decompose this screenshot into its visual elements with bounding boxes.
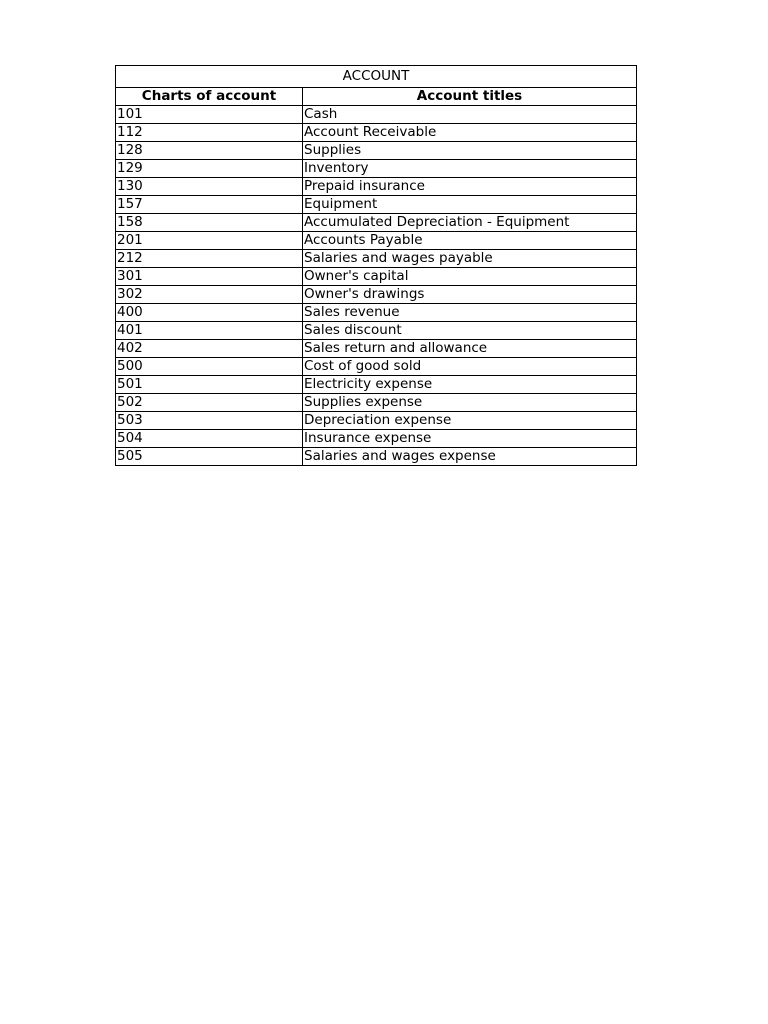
- account-title: Electricity expense: [303, 376, 637, 394]
- table-row: [116, 358, 637, 376]
- account-number: 400: [116, 304, 303, 322]
- table-row: [116, 160, 637, 178]
- account-number: 402: [116, 340, 303, 358]
- account-title: Depreciation expense: [303, 412, 637, 430]
- account-title: Inventory: [303, 160, 637, 178]
- account-number: 201: [116, 232, 303, 250]
- table-row: [116, 430, 637, 448]
- table-row: [116, 124, 637, 142]
- account-title: Insurance expense: [303, 430, 637, 448]
- account-number: 501: [116, 376, 303, 394]
- table-row: [116, 106, 637, 124]
- account-title: Salaries and wages expense: [303, 448, 637, 466]
- account-title: Salaries and wages payable: [303, 250, 637, 268]
- account-title: Sales return and allowance: [303, 340, 637, 358]
- table-row: [116, 286, 637, 304]
- account-number: 505: [116, 448, 303, 466]
- table-row: [116, 142, 637, 160]
- account-number: 130: [116, 178, 303, 196]
- table-row: [116, 448, 637, 466]
- account-number: 128: [116, 142, 303, 160]
- title-row: [116, 66, 637, 88]
- account-number: 301: [116, 268, 303, 286]
- account-title: Account Receivable: [303, 124, 637, 142]
- account-number: 129: [116, 160, 303, 178]
- column-header-titles: Account titles: [303, 88, 637, 106]
- account-number: 302: [116, 286, 303, 304]
- table-row: [116, 178, 637, 196]
- account-number: 500: [116, 358, 303, 376]
- account-sheet: [115, 65, 637, 466]
- table-row: [116, 376, 637, 394]
- account-title: Cash: [303, 106, 637, 124]
- header-row: [116, 88, 637, 106]
- account-title: Accounts Payable: [303, 232, 637, 250]
- account-number: 401: [116, 322, 303, 340]
- account-number: 503: [116, 412, 303, 430]
- table-row: [116, 268, 637, 286]
- table-row: [116, 322, 637, 340]
- column-header-chart: Charts of account: [116, 88, 303, 106]
- account-number: 502: [116, 394, 303, 412]
- table-title: ACCOUNT: [116, 66, 637, 88]
- table-row: [116, 394, 637, 412]
- account-title: Sales revenue: [303, 304, 637, 322]
- account-title: Owner's drawings: [303, 286, 637, 304]
- account-title: Prepaid insurance: [303, 178, 637, 196]
- account-title: Owner's capital: [303, 268, 637, 286]
- account-number: 112: [116, 124, 303, 142]
- account-number: 158: [116, 214, 303, 232]
- account-title: Supplies: [303, 142, 637, 160]
- table-row: [116, 232, 637, 250]
- account-title: Accumulated Depreciation - Equipment: [303, 214, 637, 232]
- table-row: [116, 214, 637, 232]
- account-title: Cost of good sold: [303, 358, 637, 376]
- table-row: [116, 196, 637, 214]
- account-number: 157: [116, 196, 303, 214]
- account-title: Supplies expense: [303, 394, 637, 412]
- account-number: 212: [116, 250, 303, 268]
- account-title: Sales discount: [303, 322, 637, 340]
- account-number: 101: [116, 106, 303, 124]
- table-row: [116, 250, 637, 268]
- account-table: [115, 65, 637, 466]
- table-row: [116, 304, 637, 322]
- account-number: 504: [116, 430, 303, 448]
- table-row: [116, 412, 637, 430]
- table-row: [116, 340, 637, 358]
- account-title: Equipment: [303, 196, 637, 214]
